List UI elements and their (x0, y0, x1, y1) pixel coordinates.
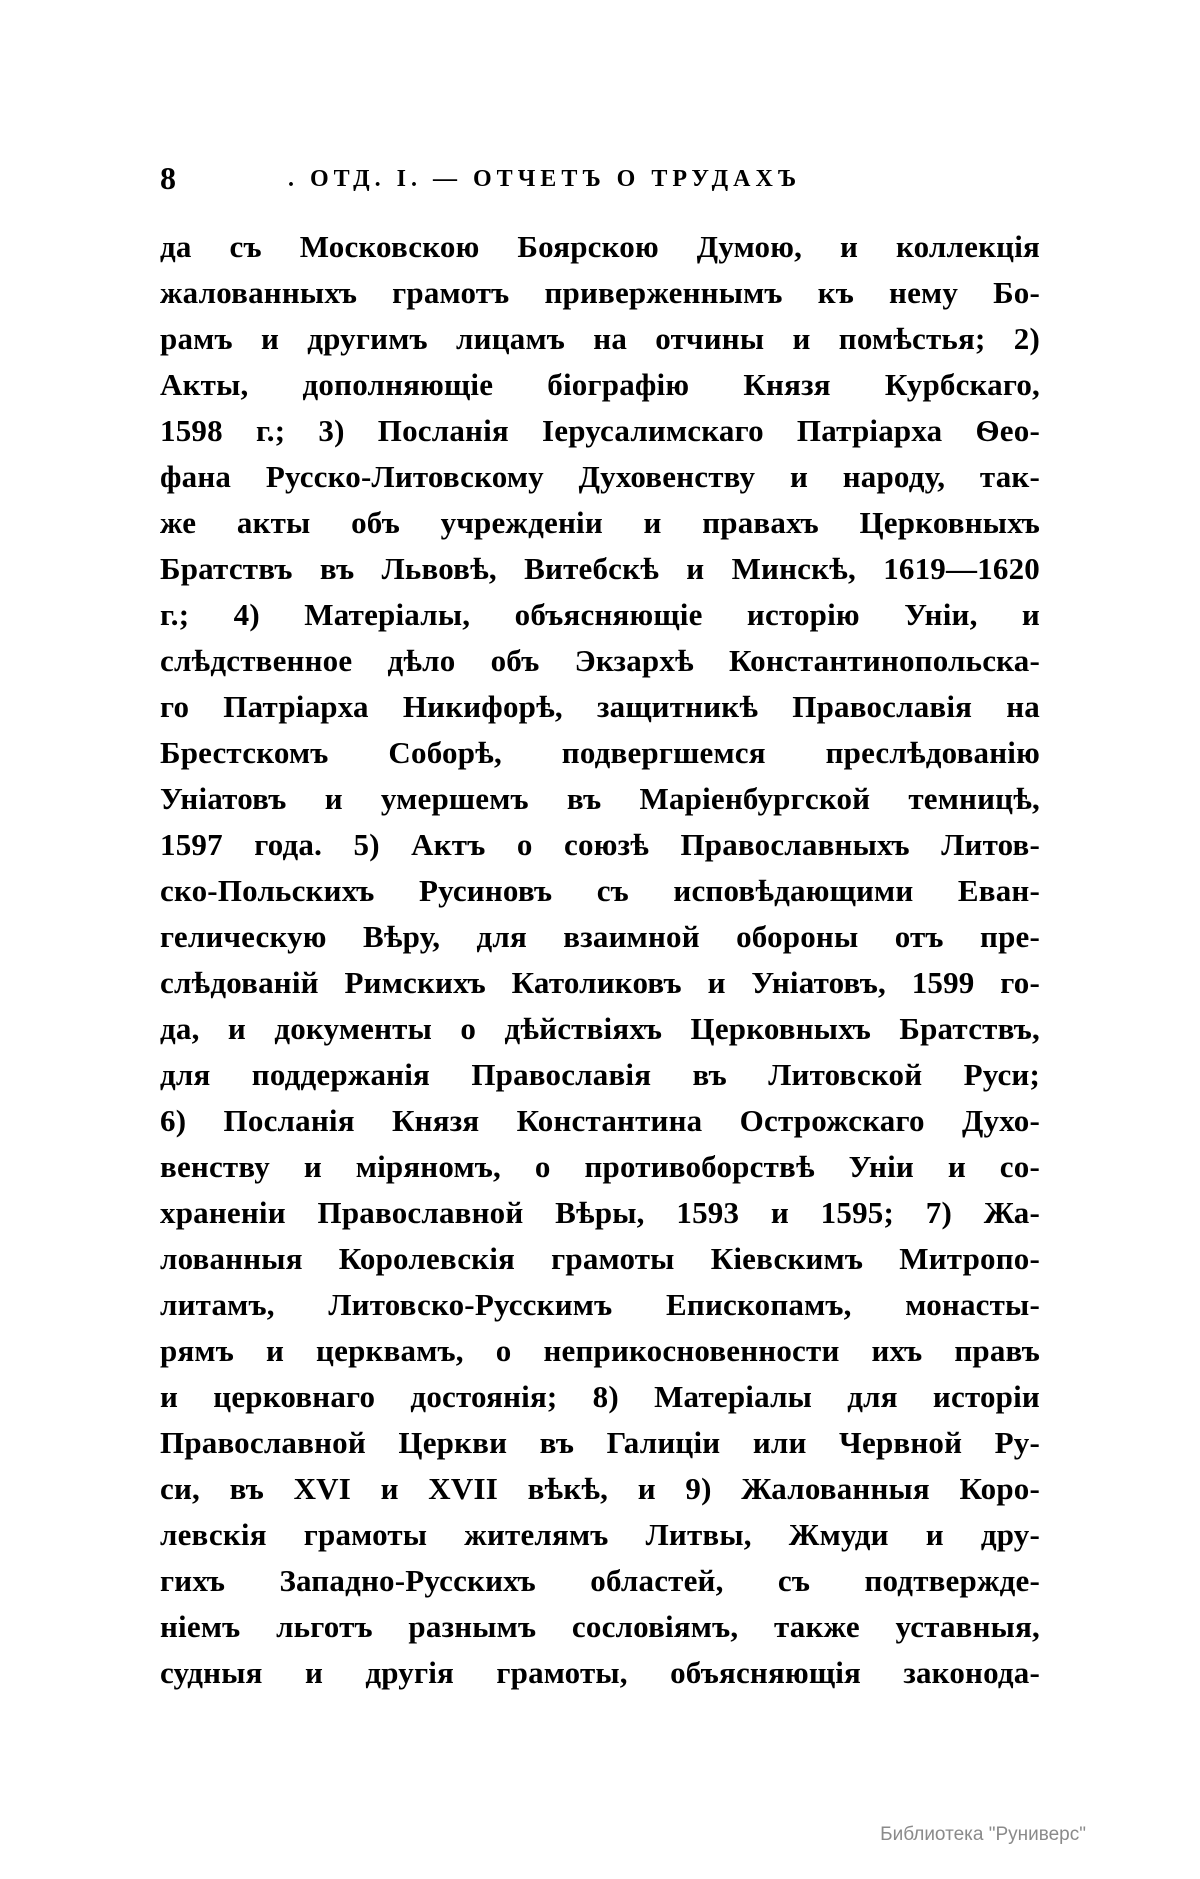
text-line: Брестскомъ Соборѣ, подвергшемся преслѣдованію (160, 735, 1040, 770)
page-header (160, 158, 1040, 198)
text-line: 6) Посланія Князя Константина Острожскаго Духо- (160, 1103, 1040, 1138)
text-line: да съ Московскою Боярскою Думою, и коллекція (160, 229, 1040, 264)
text-line: же акты объ учрежденіи и правахъ Церковныхъ (160, 505, 1040, 540)
text-line: си, въ XVI и XVII вѣкѣ, и 9) Жалованныя Коро- (160, 1471, 1040, 1506)
text-line: г.; 4) Матеріалы, объясняющіе исторію Уніи, и (160, 597, 1040, 632)
text-line: да, и документы о дѣйствіяхъ Церковныхъ Братствъ, (160, 1011, 1040, 1046)
text-line: ско-Польскихъ Русиновъ съ исповѣдающими Еван- (160, 873, 1040, 908)
text-line: 1598 г.; 3) Посланія Іерусалимскаго Патріарха Ѳео- (160, 413, 1040, 448)
text-line: венству и міряномъ, о противоборствѣ Уніи и со- (160, 1149, 1040, 1184)
text-line: гелическую Вѣру, для взаимной обороны отъ пре- (160, 919, 1040, 954)
text-line: левскія грамоты жителямъ Литвы, Жмуди и дру- (160, 1517, 1040, 1552)
text-line: Братствъ въ Львовѣ, Витебскѣ и Минскѣ, 1619—1620 (160, 551, 1040, 586)
text-line: го Патріарха Никифорѣ, защитникѣ Православія на (160, 689, 1040, 724)
page-number: 8 (160, 160, 176, 196)
text-line: Православной Церкви въ Галиціи или Червной Ру- (160, 1425, 1040, 1460)
text-line: судныя и другія грамоты, объясняющія законода- (160, 1655, 1040, 1690)
text-line: рамъ и другимъ лицамъ на отчины и помѣстья; 2) (160, 321, 1040, 356)
text-line: 1597 года. 5) Актъ о союзѣ Православныхъ Литов- (160, 827, 1040, 862)
text-line: гихъ Западно-Русскихъ областей, съ подтвержде- (160, 1563, 1040, 1598)
body-text (160, 224, 1040, 1696)
text-line: Акты, дополняющіе біографію Князя Курбскаго, (160, 367, 1040, 402)
text-line: слѣдованій Римскихъ Католиковъ и Уніатовъ, 1599 го- (160, 965, 1040, 1000)
text-line: для поддержанія Православія въ Литовской Руси; (160, 1057, 1040, 1092)
text-line: рямъ и церквамъ, о неприкосновенности ихъ правъ (160, 1333, 1040, 1368)
running-head: . ОТД. I. — ОТЧЕТЪ О ТРУДАХЪ (288, 166, 802, 192)
text-line: и церковнаго достоянія; 8) Матеріалы для исторіи (160, 1379, 1040, 1414)
text-line: Уніатовъ и умершемъ въ Маріенбургской темницѣ, (160, 781, 1040, 816)
text-line: литамъ, Литовско-Русскимъ Епископамъ, монасты- (160, 1287, 1040, 1322)
library-watermark: Библиотека "Руниверс" (880, 1824, 1086, 1845)
text-line: храненіи Православной Вѣры, 1593 и 1595; 7) Жа- (160, 1195, 1040, 1230)
text-line: слѣдственное дѣло объ Экзархѣ Константинопольска- (160, 643, 1040, 678)
text-line: фана Русско-Литовскому Духовенству и народу, так- (160, 459, 1040, 494)
text-line: лованныя Королевскія грамоты Кіевскимъ Митропо- (160, 1241, 1040, 1276)
text-line: жалованныхъ грамотъ приверженнымъ къ нему Бо- (160, 275, 1040, 310)
text-line: ніемъ льготъ разнымъ сословіямъ, также уставныя, (160, 1609, 1040, 1644)
